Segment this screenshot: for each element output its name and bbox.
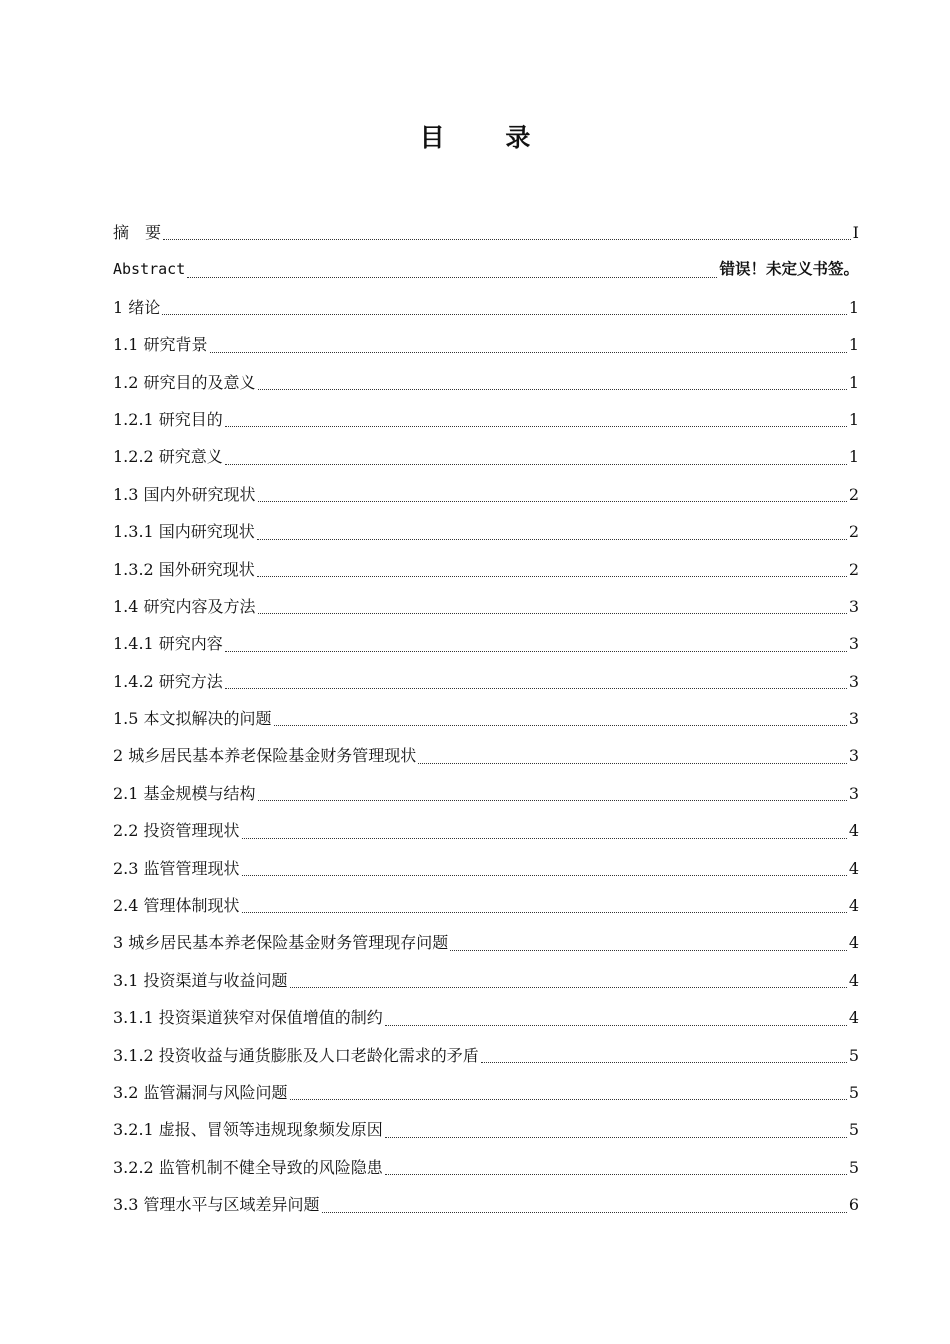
toc-dot-leader <box>210 352 847 353</box>
toc-entry-page-number: 2 <box>848 522 859 542</box>
toc-entry-page-number: 5 <box>848 1120 859 1140</box>
toc-entry-label: 3.1.2 投资收益与通货膨胀及人口老龄化需求的矛盾 <box>113 1045 479 1065</box>
toc-entry-page-number: I <box>852 222 859 242</box>
toc-entry[interactable] <box>113 551 859 588</box>
toc-entry-page-number: 4 <box>848 1008 859 1028</box>
toc-dot-leader <box>385 1025 847 1026</box>
toc-entry[interactable] <box>113 1111 859 1148</box>
toc-dot-leader <box>257 539 847 540</box>
toc-entry[interactable] <box>113 438 859 475</box>
toc-dot-leader <box>225 651 847 652</box>
toc-entry-label: 1.2.2 研究意义 <box>113 447 223 467</box>
toc-entry-page-number: 3 <box>848 709 859 729</box>
toc-entry[interactable] <box>113 289 859 326</box>
toc-entry-page-number: 3 <box>848 746 859 766</box>
toc-entry-label: 2.2 投资管理现状 <box>113 821 240 841</box>
toc-entry-label: 1.2 研究目的及意义 <box>113 372 256 392</box>
toc-entry[interactable] <box>113 625 859 662</box>
toc-dot-leader <box>242 875 847 876</box>
toc-dot-leader <box>242 912 847 913</box>
toc-entry-page-number: 2 <box>848 559 859 579</box>
toc-entry-page-number: 5 <box>848 1157 859 1177</box>
toc-dot-leader <box>225 426 847 427</box>
toc-entry-label: 1.3.2 国外研究现状 <box>113 559 255 579</box>
toc-dot-leader <box>163 239 851 240</box>
table-of-contents <box>113 214 859 1224</box>
toc-dot-leader <box>481 1062 847 1063</box>
toc-entry-label: 2 城乡居民基本养老保险基金财务管理现状 <box>113 746 417 766</box>
toc-entry[interactable] <box>113 999 859 1036</box>
toc-entry-page-number: 4 <box>848 970 859 990</box>
toc-entry-label: 1.2.1 研究目的 <box>113 409 223 429</box>
toc-entry[interactable] <box>113 962 859 999</box>
toc-dot-leader <box>162 314 847 315</box>
toc-dot-leader <box>274 725 847 726</box>
toc-dot-leader <box>322 1212 847 1213</box>
toc-entry-label: 1.4.1 研究内容 <box>113 634 223 654</box>
toc-entry[interactable] <box>113 1037 859 1074</box>
toc-entry-page-number: 1 <box>848 297 859 317</box>
toc-entry-label: 1.3 国内外研究现状 <box>113 484 256 504</box>
toc-entry[interactable] <box>113 887 859 924</box>
toc-entry-page-number: 5 <box>848 1045 859 1065</box>
toc-entry-label: 3.2.2 监管机制不健全导致的风险隐患 <box>113 1157 383 1177</box>
toc-entry-label: 1.3.1 国内研究现状 <box>113 522 255 542</box>
toc-dot-leader <box>225 464 847 465</box>
toc-entry-label: 2.3 监管管理现状 <box>113 858 240 878</box>
toc-dot-leader <box>290 1099 847 1100</box>
toc-dot-leader <box>242 838 847 839</box>
toc-entry-label: 1.5 本文拟解决的问题 <box>113 709 272 729</box>
toc-dot-leader <box>258 613 847 614</box>
toc-entry[interactable] <box>113 326 859 363</box>
toc-entry-page-number: 3 <box>848 596 859 616</box>
toc-entry-label: 1 绪论 <box>113 297 161 317</box>
toc-entry-label: 摘 要 <box>113 222 162 242</box>
toc-entry-page-number: 6 <box>848 1195 859 1215</box>
toc-entry-page-number: 3 <box>848 783 859 803</box>
toc-entry-page-number: 4 <box>848 896 859 916</box>
toc-entry-label: Abstract <box>113 260 186 279</box>
toc-entry-page-number: 5 <box>848 1082 859 1102</box>
toc-entry-label: 1.4.2 研究方法 <box>113 671 223 691</box>
toc-entry[interactable] <box>113 663 859 700</box>
toc-dot-leader <box>418 763 847 764</box>
toc-entry[interactable] <box>113 1074 859 1111</box>
toc-entry-page-number: 4 <box>848 858 859 878</box>
toc-entry-label: 3.1 投资渠道与收益问题 <box>113 970 288 990</box>
toc-entry-page-number: 3 <box>848 634 859 654</box>
toc-entry[interactable] <box>113 850 859 887</box>
toc-entry[interactable] <box>113 812 859 849</box>
toc-entry-label: 2.4 管理体制现状 <box>113 896 240 916</box>
toc-entry-error-text: 错误！未定义书签。 <box>719 260 859 279</box>
toc-entry-label: 1.4 研究内容及方法 <box>113 596 256 616</box>
toc-entry-page-number: 1 <box>848 447 859 467</box>
toc-entry[interactable] <box>113 476 859 513</box>
toc-entry[interactable] <box>113 1186 859 1223</box>
toc-entry[interactable] <box>113 513 859 550</box>
toc-dot-leader <box>450 950 847 951</box>
toc-entry[interactable] <box>113 588 859 625</box>
toc-dot-leader <box>258 800 847 801</box>
toc-entry[interactable] <box>113 364 859 401</box>
toc-entry-label: 3.2.1 虚报、冒领等违规现象频发原因 <box>113 1120 383 1140</box>
toc-entry-label: 3.3 管理水平与区域差异问题 <box>113 1195 320 1215</box>
toc-dot-leader <box>225 688 847 689</box>
toc-dot-leader <box>187 277 717 278</box>
toc-dot-leader <box>290 987 847 988</box>
toc-entry[interactable] <box>113 737 859 774</box>
toc-entry-label: 3.1.1 投资渠道狭窄对保值增值的制约 <box>113 1008 383 1028</box>
toc-dot-leader <box>258 501 847 502</box>
toc-entry-label: 2.1 基金规模与结构 <box>113 783 256 803</box>
toc-entry[interactable] <box>113 924 859 961</box>
toc-entry[interactable] <box>113 251 859 288</box>
toc-dot-leader <box>257 576 847 577</box>
toc-dot-leader <box>385 1174 847 1175</box>
toc-entry[interactable] <box>113 775 859 812</box>
toc-entry-page-number: 4 <box>848 933 859 953</box>
toc-entry-page-number: 2 <box>848 484 859 504</box>
toc-entry[interactable] <box>113 401 859 438</box>
toc-entry[interactable] <box>113 214 859 251</box>
toc-entry-page-number: 1 <box>848 372 859 392</box>
toc-entry-page-number: 1 <box>848 409 859 429</box>
toc-dot-leader <box>385 1137 847 1138</box>
toc-dot-leader <box>258 389 847 390</box>
toc-entry[interactable] <box>113 700 859 737</box>
toc-entry[interactable] <box>113 1149 859 1186</box>
toc-entry-label: 3 城乡居民基本养老保险基金财务管理现存问题 <box>113 933 449 953</box>
toc-entry-page-number: 1 <box>848 335 859 355</box>
toc-entry-page-number: 4 <box>848 821 859 841</box>
toc-entry-page-number: 3 <box>848 671 859 691</box>
page-title: 目 录 <box>419 123 557 152</box>
toc-entry-label: 1.1 研究背景 <box>113 335 208 355</box>
toc-entry-label: 3.2 监管漏洞与风险问题 <box>113 1082 288 1102</box>
